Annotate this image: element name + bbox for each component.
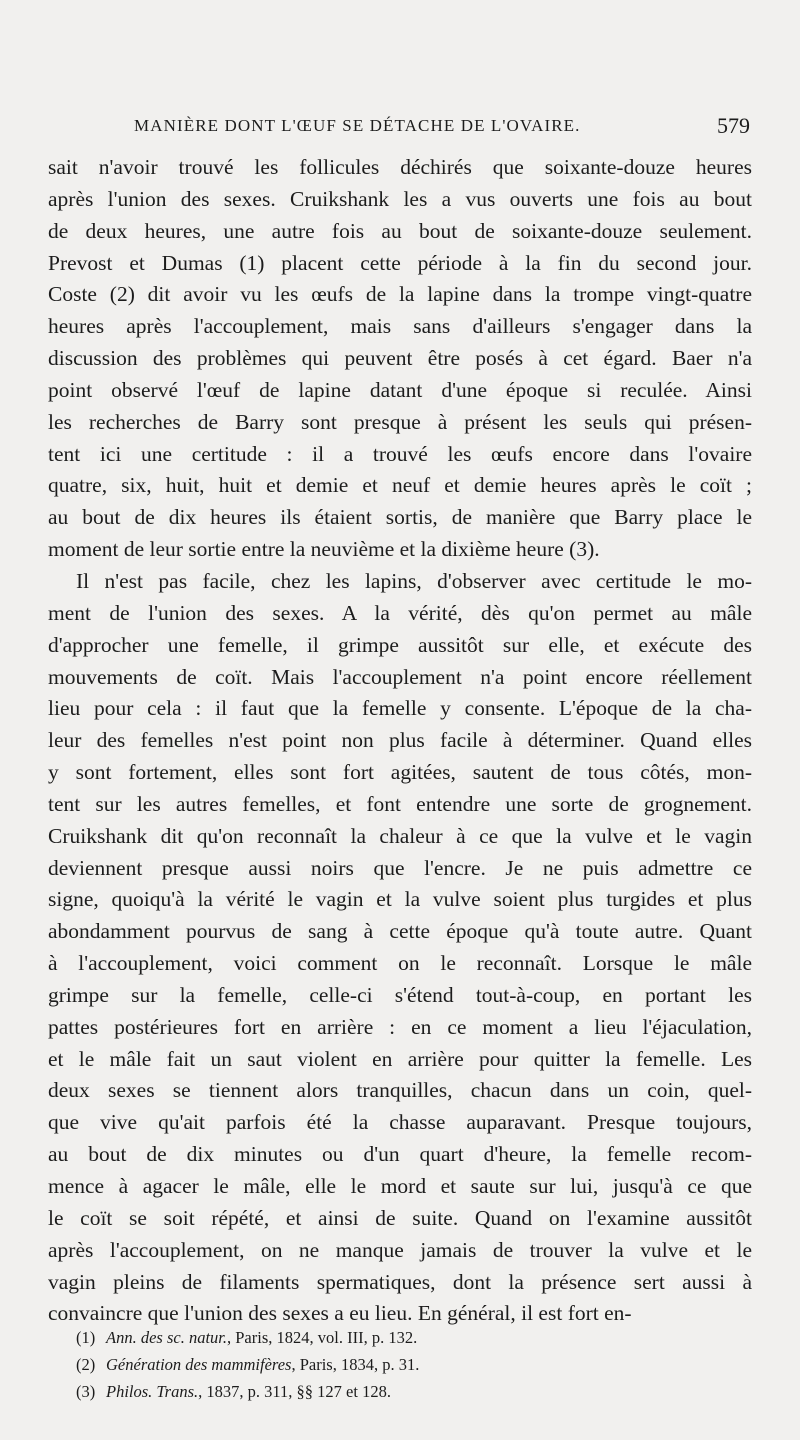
footnote-source-title: Génération des mammifères xyxy=(106,1355,292,1374)
text-line: y sont fortement, elles sont fort agitées, sautent de tous côtés, mon- xyxy=(48,760,752,785)
footnote xyxy=(76,1378,676,1405)
footnote-source-title: Ann. des sc. natur. xyxy=(106,1328,227,1347)
text-line: abondamment pourvus de sang à cette époque qu'à toute autre. Quant xyxy=(48,919,752,944)
footnote-number: (1) xyxy=(76,1328,96,1347)
page-number: 579 xyxy=(717,113,750,138)
page-header xyxy=(96,113,756,140)
text-line: au bout de dix heures ils étaient sortis, de manière que Barry place le xyxy=(48,505,752,530)
text-line: vagin pleins de filaments spermatiques, dont la présence sert aussi à xyxy=(48,1269,752,1294)
text-line: après l'accouplement, on ne manque jamais de trouver la vulve et le xyxy=(48,1237,752,1262)
text-line: signe, quoiqu'à la vérité le vagin et la vulve soient plus turgides et plus xyxy=(48,887,752,912)
text-line: les recherches de Barry sont presque à présent les seuls qui présen- xyxy=(48,409,752,434)
text-line: deviennent presque aussi noirs que l'encre. Je ne puis admettre ce xyxy=(48,855,752,880)
footnote-citation: , Paris, 1824, vol. III, p. 132. xyxy=(227,1328,418,1347)
footnotes xyxy=(76,1324,676,1405)
text-line: Prevost et Dumas (1) placent cette période à la fin du second jour. xyxy=(48,250,752,275)
footnote xyxy=(76,1324,676,1351)
text-line: leur des femelles n'est point non plus facile à déterminer. Quand elles xyxy=(48,728,752,753)
footnote xyxy=(76,1351,676,1378)
text-line: d'approcher une femelle, il grimpe aussitôt sur elle, et exécute des xyxy=(48,632,752,657)
text-line: que vive qu'ait parfois été la chasse auparavant. Presque toujours, xyxy=(48,1110,752,1135)
footnote-number: (3) xyxy=(76,1382,96,1401)
text-line: mence à agacer le mâle, elle le mord et saute sur lui, jusqu'à ce que xyxy=(48,1174,752,1198)
text-line: quatre, six, huit, huit et demie et neuf et demie heures après le coït ; xyxy=(48,473,752,498)
text-line: point observé l'œuf de lapine datant d'une époque si reculée. Ainsi xyxy=(48,377,752,402)
text-line: Coste (2) dit avoir vu les œufs de la lapine dans la trompe vingt-quatre xyxy=(48,282,752,307)
text-line: de deux heures, une autre fois au bout de soixante-douze seulement. xyxy=(48,218,752,243)
text-line: tent ici une certitude : il a trouvé les œufs encore dans l'ovaire xyxy=(48,441,752,466)
body-text xyxy=(48,152,752,1330)
text-line: grimpe sur la femelle, celle-ci s'étend tout-à-coup, en portant les xyxy=(48,982,752,1007)
footnote-source-title: Philos. Trans. xyxy=(106,1382,199,1401)
text-line: mouvements de coït. Mais l'accouplement n'a point encore réellement xyxy=(48,664,752,689)
text-line: tent sur les autres femelles, et font entendre une sorte de grognement. xyxy=(48,791,752,816)
text-line: après l'union des sexes. Cruikshank les a vus ouverts une fois au bout xyxy=(48,186,752,211)
text-line: Il n'est pas facile, chez les lapins, d'observer avec certitude le mo- xyxy=(76,568,752,593)
text-line: lieu pour cela : il faut que la femelle y consente. L'époque de la cha- xyxy=(48,696,752,721)
running-title: MANIÈRE DONT L'ŒUF SE DÉTACHE DE L'OVAIRE. xyxy=(134,116,581,135)
text-line: ment de l'union des sexes. A la vérité, dès qu'on permet au mâle xyxy=(48,600,752,625)
text-line: moment de leur sortie entre la neuvième et la dixième heure (3). xyxy=(48,537,600,562)
text-line: et le mâle fait un saut violent en arrière pour quitter la femelle. Les xyxy=(48,1046,752,1071)
text-line: deux sexes se tiennent alors tranquilles, chacun dans un coin, quel- xyxy=(48,1078,752,1103)
footnote-citation: , 1837, p. 311, §§ 127 et 128. xyxy=(198,1382,391,1401)
footnote-number: (2) xyxy=(76,1355,96,1374)
text-line: à l'accouplement, voici comment on le reconnaît. Lorsque le mâle xyxy=(48,951,752,976)
text-line: le coït se soit répété, et ainsi de suite. Quand on l'examine aussitôt xyxy=(48,1205,752,1230)
text-line: Cruikshank dit qu'on reconnaît la chaleur à ce que la vulve et le vagin xyxy=(48,823,752,848)
text-line: pattes postérieures fort en arrière : en ce moment a lieu l'éjaculation, xyxy=(48,1014,752,1039)
text-line: au bout de dix minutes ou d'un quart d'heure, la femelle recom- xyxy=(48,1142,752,1167)
text-line: heures après l'accouplement, mais sans d'ailleurs s'engager dans la xyxy=(48,314,752,339)
text-line: sait n'avoir trouvé les follicules déchirés que soixante-douze heures xyxy=(48,155,752,179)
text-line: discussion des problèmes qui peuvent être posés à cet égard. Baer n'a xyxy=(48,346,752,371)
text-line: convaincre que l'union des sexes a eu lieu. En général, il est fort en- xyxy=(48,1301,632,1326)
footnote-citation: , Paris, 1834, p. 31. xyxy=(291,1355,420,1374)
